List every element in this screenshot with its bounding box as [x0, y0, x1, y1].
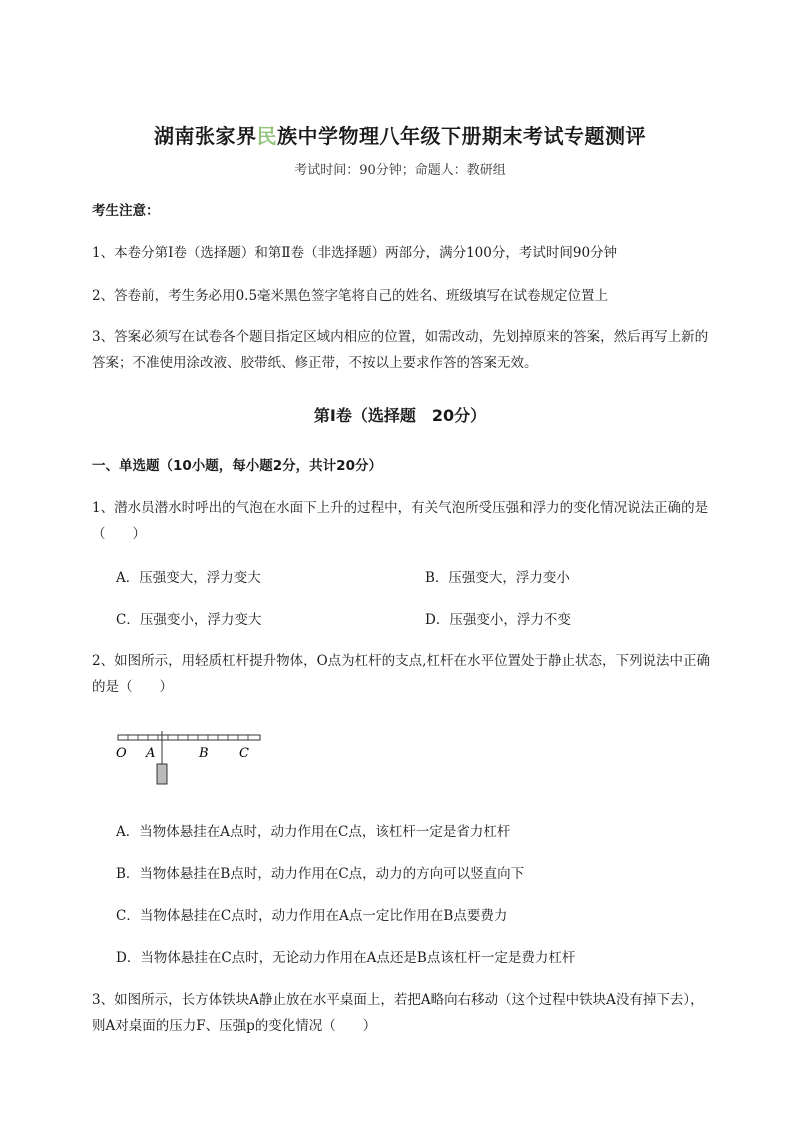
lever-figure — [110, 728, 270, 788]
lever-bar — [118, 735, 260, 740]
title-highlight-char: 民 — [256, 124, 277, 148]
question-2-option-a[interactable]: A．当物体悬挂在A点时，动力作用在C点，该杠杆一定是省力杠杆 — [116, 824, 511, 840]
section-title: 第I卷（选择题 20分） — [313, 406, 487, 425]
point-label-o: O — [116, 746, 127, 761]
notice-item-3: 3、答案必须写在试卷各个题目指定区域内相应的位置，如需改动，先划掉原来的答案，然后再写上新的答案；不准使用涂改液、胶带纸、修正带，不按以上要求作答的答案无效。 — [92, 329, 709, 371]
point-label-c: C — [239, 746, 249, 761]
notice-item-1: 1、本卷分第I卷（选择题）和第Ⅱ卷（非选择题）两部分，满分100分，考试时间90分钟 — [92, 245, 618, 261]
question-1-option-c[interactable]: C．压强变小，浮力变大 — [116, 612, 262, 628]
question-2-option-c[interactable]: C．当物体悬挂在C点时，动力作用在A点一定比作用在B点要费力 — [116, 908, 508, 924]
question-3-stem: 3、如图所示，长方体铁块A静止放在水平桌面上，若把A略向右移动（这个过程中铁块A没有掉下去），则A对桌面的压力F、压强p的变化情况（ ） — [92, 992, 704, 1034]
point-label-b: B — [199, 746, 209, 761]
question-2-stem: 2、如图所示，用轻质杠杆提升物体，O点为杠杆的支点,杠杆在水平位置处于静止状态，下列说法中正确的是（ ） — [92, 653, 710, 695]
question-1-option-a[interactable]: A．压强变大，浮力变大 — [116, 570, 261, 586]
page-subtitle: 考试时间：90分钟；命题人：教研组 — [294, 163, 506, 178]
question-1-stem: 1、潜水员潜水时呼出的气泡在水面下上升的过程中，有关气泡所受压强和浮力的变化情况说法正确的是（ ） — [92, 500, 709, 542]
hanging-weight — [157, 764, 167, 784]
page-title: 湖南张家界民族中学物理八年级下册期末考试专题测评 — [154, 124, 646, 148]
notice-item-2: 2、答卷前，考生务必用0.5毫米黑色签字笔将自己的姓名、班级填写在试卷规定位置上 — [92, 288, 609, 304]
question-1-option-d[interactable]: D．压强变小，浮力不变 — [425, 612, 571, 628]
question-2-option-d[interactable]: D．当物体悬挂在C点时，无论动力作用在A点还是B点该杠杆一定是费力杠杆 — [116, 950, 576, 966]
question-1-option-b[interactable]: B．压强变大，浮力变小 — [425, 570, 570, 586]
question-2-option-b[interactable]: B．当物体悬挂在B点时，动力作用在C点，动力的方向可以竖直向下 — [116, 866, 525, 882]
notice-heading: 考生注意： — [92, 203, 160, 219]
part-heading: 一、单选题（10小题，每小题2分，共计20分） — [92, 458, 382, 474]
point-label-a: A — [146, 746, 156, 761]
